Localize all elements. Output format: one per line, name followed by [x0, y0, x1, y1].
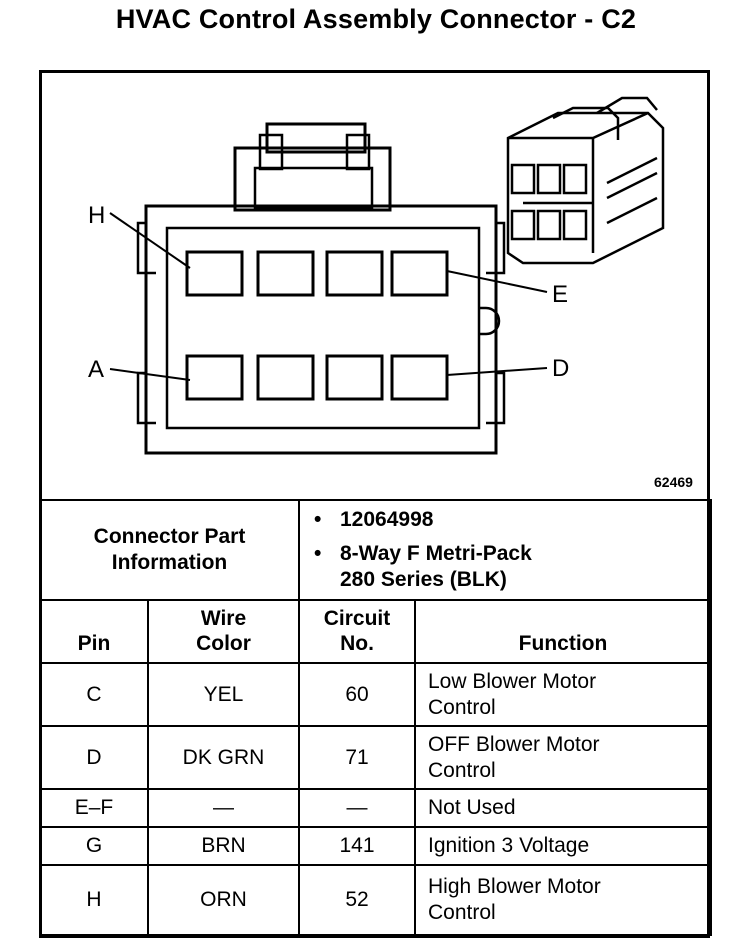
- connector-face-diagram: [42, 73, 707, 497]
- latch-tower: [235, 148, 390, 210]
- header-pin: Pin: [40, 600, 148, 663]
- header-wire-color: Wire Color: [148, 600, 299, 663]
- table-row: [40, 726, 711, 789]
- header-circuit: Circuit No.: [299, 600, 415, 663]
- cell-circuit: 52: [299, 865, 415, 935]
- cell-color: BRN: [148, 827, 299, 865]
- connector-part-values: • 12064998 • 8-Way F Metri-Pack 280 Series (BLK): [299, 500, 711, 600]
- connector-part-row: [40, 500, 711, 600]
- cell-pin: D: [40, 726, 148, 789]
- table-row: [40, 865, 711, 935]
- cell-circuit: 71: [299, 726, 415, 789]
- cell-function: Ignition 3 Voltage: [415, 827, 711, 865]
- table-row: [40, 789, 711, 827]
- cell-circuit: —: [299, 789, 415, 827]
- cell-pin: G: [40, 827, 148, 865]
- cavity-d: [392, 356, 447, 399]
- connector-iso-view: [508, 98, 663, 263]
- part-number: • 12064998: [314, 508, 434, 531]
- cell-circuit: 60: [299, 663, 415, 726]
- pin-label-d: D: [552, 355, 570, 382]
- connector-housing: [146, 206, 496, 453]
- figure-id: 62469: [654, 474, 693, 490]
- connector-part-label: Connector Part Information: [40, 500, 299, 600]
- pin-label-a: A: [88, 356, 105, 383]
- table-row: [40, 827, 711, 865]
- cell-circuit: 141: [299, 827, 415, 865]
- cavity-a: [187, 356, 242, 399]
- pin-label-e: E: [552, 281, 569, 308]
- part-description: • 8-Way F Metri-Pack: [314, 542, 532, 565]
- cell-color: YEL: [148, 663, 299, 726]
- cavity-h: [187, 252, 242, 295]
- cavity-e: [392, 252, 447, 295]
- header-function: Function: [415, 600, 711, 663]
- cell-pin: E–F: [40, 789, 148, 827]
- cell-function: Not Used: [415, 789, 711, 827]
- page-title: HVAC Control Assembly Connector - C2: [115, 4, 637, 34]
- cell-pin: C: [40, 663, 148, 726]
- pin-label-h: H: [88, 202, 106, 229]
- cell-pin: H: [40, 865, 148, 935]
- cell-function: OFF Blower Motor Control: [415, 726, 711, 789]
- cell-color: —: [148, 789, 299, 827]
- cell-function: Low Blower Motor Control: [415, 663, 711, 726]
- cell-color: DK GRN: [148, 726, 299, 789]
- table-row: [40, 663, 711, 726]
- table-header-row: [40, 600, 711, 663]
- connector-table: [39, 499, 712, 936]
- cell-function: High Blower Motor Control: [415, 865, 711, 935]
- cell-color: ORN: [148, 865, 299, 935]
